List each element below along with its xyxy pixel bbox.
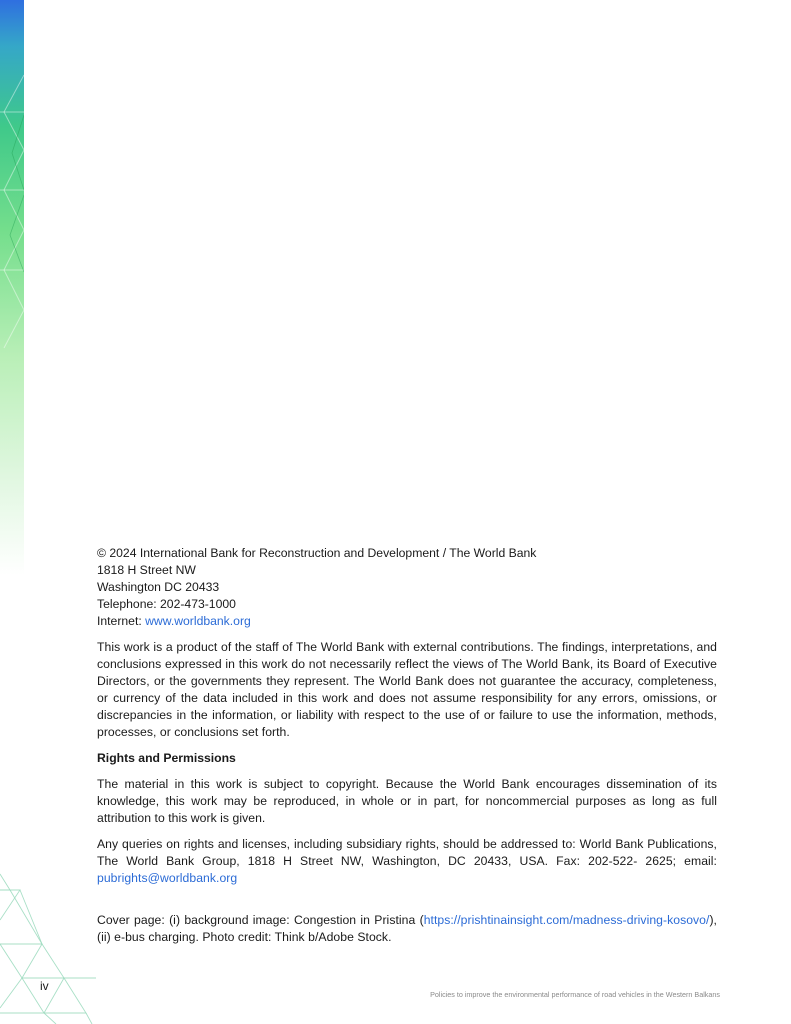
footer-title: Policies to improve the environmental performance of road vehicles in the Western Balkans bbox=[430, 990, 720, 999]
copyright-content bbox=[97, 545, 717, 946]
worldbank-website-link[interactable]: www.worldbank.org bbox=[145, 614, 251, 628]
address-city: Washington DC 20433 bbox=[97, 580, 220, 594]
address-street: 1818 H Street NW bbox=[97, 563, 196, 577]
queries-paragraph bbox=[97, 836, 717, 887]
pubrights-email-link[interactable]: pubrights@worldbank.org bbox=[97, 871, 238, 885]
cover-source-link[interactable]: https://prishtinainsight.com/madness-driving-kosovo/ bbox=[423, 913, 710, 927]
page-number: iv bbox=[40, 979, 49, 993]
decorative-triangles-bottom bbox=[0, 868, 96, 1024]
queries-text: Any queries on rights and licenses, including subsidiary rights, should be addressed to: World Bank Publications, The World Bank Group, 1818 H Street NW, Washington, DC 20433, USA. Fax: 202-522- 2625; email: bbox=[97, 837, 717, 868]
copyright-line: © 2024 International Bank for Reconstruction and Development / The World Bank bbox=[97, 546, 537, 560]
cover-suffix: ), (ii) e-bus charging. Photo credit: Think b/Adobe Stock. bbox=[97, 913, 717, 944]
internet-label: Internet: bbox=[97, 614, 146, 628]
telephone: Telephone: 202-473-1000 bbox=[97, 597, 236, 611]
triangle-outline-icon bbox=[0, 868, 96, 1024]
cover-prefix: Cover page: (i) background image: Congestion in Pristina ( bbox=[97, 913, 424, 927]
internet-line bbox=[97, 613, 717, 630]
rights-heading: Rights and Permissions bbox=[97, 751, 236, 765]
disclaimer-paragraph: This work is a product of the staff of The World Bank with external contributions. The findings, interpretations, and conclusions expressed in this work do not necessarily reflect the views of The World Bank, its Board of Executive Directors, or the governments they represent. The World Bank does not guarantee the accuracy, completeness, or currency of the data included in this work and does not assume responsibility for any errors, omissions, or discrepancies in the information, or liability with respect to the use of or failure to use the information, methods, processes, or conclusions set forth. bbox=[97, 640, 717, 739]
cover-credit-paragraph bbox=[97, 912, 717, 946]
rights-paragraph: The material in this work is subject to copyright. Because the World Bank encourages dissemination of its knowledge, this work may be reproduced, in whole or in part, for noncommercial purposes as long as full attribution to this work is given. bbox=[97, 777, 717, 825]
decorative-gradient-strip bbox=[0, 0, 24, 575]
triangle-pattern-icon bbox=[0, 0, 24, 575]
